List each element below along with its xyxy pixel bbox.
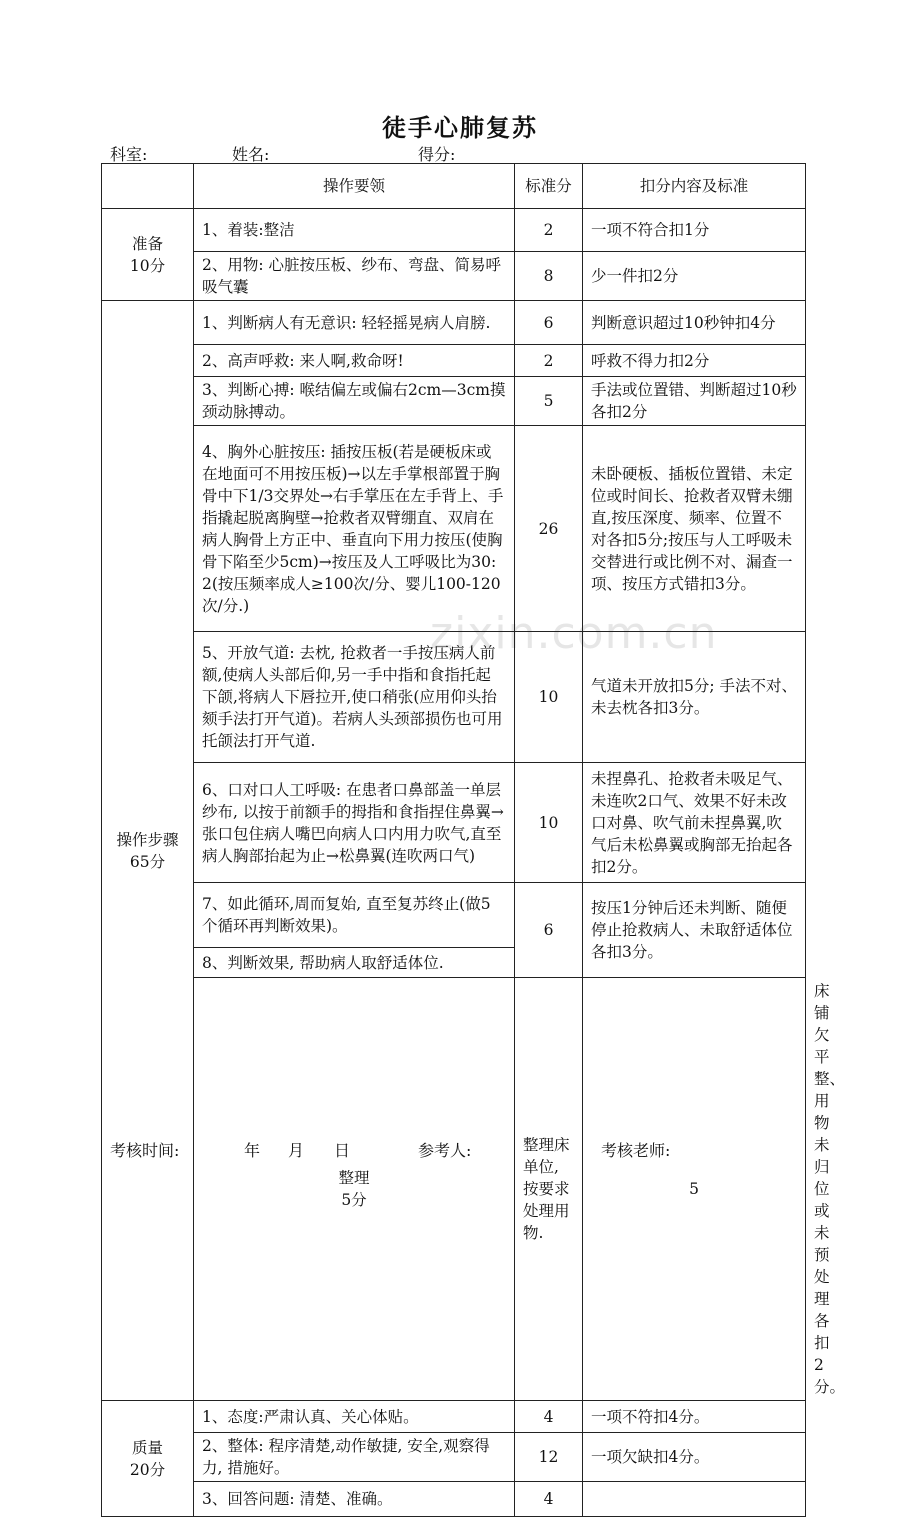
deduct-rule (583, 1482, 806, 1517)
day-label: 日 (334, 1141, 351, 1160)
reference-label: 参考人: (418, 1141, 472, 1160)
deduct-rule: 判断意识超过10秒钟扣4分 (583, 301, 806, 345)
step-item: 2、整体: 程序清楚,动作敏捷, 安全,观察得力, 措施好。 (194, 1433, 515, 1482)
section-tidy (194, 978, 515, 1401)
std-score: 4 (515, 1401, 583, 1433)
step-item: 1、判断病人有无意识: 轻轻摇晃病人肩膀. (194, 301, 515, 345)
examiner-label: 考核老师: (601, 1141, 671, 1160)
deduct-header: 扣分内容及标准 (583, 164, 806, 209)
step-item: 2、用物: 心脏按压板、纱布、弯盘、简易呼吸气囊 (194, 252, 515, 301)
deduct-rule: 呼救不得力扣2分 (583, 345, 806, 377)
std-score: 6 (515, 301, 583, 345)
section-prep (102, 209, 194, 301)
std-score: 4 (515, 1482, 583, 1517)
section-quality-label: 质量 20分 (129, 1438, 166, 1479)
step-item: 1、着装:整洁 (194, 209, 515, 252)
score-label: 得分: (418, 145, 456, 164)
table-row (102, 252, 806, 301)
std-score: 2 (515, 345, 583, 377)
deduct-rule: 少一件扣2分 (583, 252, 806, 301)
step-item: 2、高声呼救: 来人啊,救命呀! (194, 345, 515, 377)
std-score: 5 (515, 377, 583, 426)
step-item: 整理床单位, 按要求处理用物. (515, 978, 583, 1401)
table-row (102, 377, 806, 426)
blank-header-cell (102, 164, 194, 209)
std-score: 10 (515, 632, 583, 763)
month-label: 月 (288, 1141, 305, 1160)
deduct-rule: 手法或位置错、判断超过10秒各扣2分 (583, 377, 806, 426)
std-score: 12 (515, 1433, 583, 1482)
step-item: 1、态度:严肃认真、关心体贴。 (194, 1401, 515, 1433)
steps-header: 操作要领 (194, 164, 515, 209)
table-row (102, 1433, 806, 1482)
dept-label: 科室: (110, 145, 148, 164)
table-row (102, 209, 806, 252)
table-row: 整理 5分 整理床单位, 按要求处理用物. 5 床铺欠平整、用物未归位或未预处理各扣2分。 (102, 978, 806, 1401)
table-row (102, 883, 806, 948)
section-tidy-label: 整理 5分 (338, 1169, 370, 1209)
deduct-rule: 一项欠缺扣4分。 (583, 1433, 806, 1482)
year-label: 年 (244, 1141, 261, 1160)
std-score: 26 (515, 426, 583, 632)
section-quality (102, 1401, 194, 1517)
assessment-table (101, 163, 846, 1517)
deduct-rule: 一项不符扣4分。 (583, 1401, 806, 1433)
step-item: 8、判断效果, 帮助病人取舒适体位. (194, 948, 515, 978)
table-row (102, 345, 806, 377)
table-row (102, 1401, 806, 1433)
section-prep-label: 准备 10分 (129, 234, 166, 275)
step-item: 5、开放气道: 去枕, 抢救者一手按压病人前额,使病人头部后仰,另一手中指和食指托起下颌,将病人下唇拉开,使口稍张(应用仰头抬颏手法打开气道)。若病人头颈部损伤也可用托颌法打开气道. (194, 632, 515, 763)
std-score: 2 (515, 209, 583, 252)
std-score: 10 (515, 763, 583, 883)
section-operation-label: 操作步骤 65分 (116, 830, 179, 871)
deduct-rule: 未卧硬板、插板位置错、未定位或时间长、抢救者双臂未绷直,按压深度、频率、位置不对各扣5分;按压与人工呼吸未交替进行或比例不对、漏查一项、按压方式错扣3分。 (583, 426, 806, 632)
step-item: 3、回答问题: 清楚、准确。 (194, 1482, 515, 1517)
deduct-rule: 一项不符合扣1分 (583, 209, 806, 252)
table-row (102, 763, 806, 883)
step-item: 4、胸外心脏按压: 插按压板(若是硬板床或在地面可不用按压板)→以左手掌根部置于胸骨中下1/3交界处→右手掌压在左手背上、手指撬起脱离胸壁→抢救者双臂绷直、双肩在病人胸骨上方正中、垂直向下用力按压(使胸骨下陷至少5cm)→按压及人工呼吸比为30: 2(按压频率成人≥100次/分、婴儿100-120次/分.) (194, 426, 515, 632)
table-row (102, 301, 806, 345)
step-item: 3、判断心搏: 喉结偏左或偏右2cm—3cm摸颈动脉搏动。 (194, 377, 515, 426)
deduct-rule: 气道未开放扣5分; 手法不对、未去枕各扣3分。 (583, 632, 806, 763)
deduct-rule: 未捏鼻孔、抢救者未吸足气、未连吹2口气、效果不好未改口对鼻、吹气前未捏鼻翼,吹气后未松鼻翼或胸部无抬起各扣2分。 (583, 763, 806, 883)
std-score: 8 (515, 252, 583, 301)
std-score-header: 标准分 (515, 164, 583, 209)
step-item: 7、如此循环,周而复始, 直至复苏终止(做5个循环再判断效果)。 (194, 883, 515, 948)
table-row (102, 1482, 806, 1517)
table-row (102, 426, 806, 632)
step-item: 6、口对口人工呼吸: 在患者口鼻部盖一单层纱布, 以按于前额手的拇指和食指捏住鼻翼→张口包住病人嘴巴向病人口内用力吹气,直至病人胸部抬起为止→松鼻翼(连吹两口气) (194, 763, 515, 883)
exam-time-label: 考核时间: (110, 1141, 180, 1160)
std-score: 5 (583, 978, 806, 1401)
std-score: 6 (515, 883, 583, 978)
page-title: 徒手心肺复苏 (382, 114, 538, 142)
section-operation (102, 301, 194, 1401)
table-header-row (102, 164, 806, 209)
table-row (102, 632, 806, 763)
deduct-rule: 按压1分钟后还未判断、随便停止抢救病人、未取舒适体位各扣3分。 (583, 883, 806, 978)
watermark: zixin.com.cn (430, 608, 718, 659)
name-label: 姓名: (232, 145, 270, 164)
